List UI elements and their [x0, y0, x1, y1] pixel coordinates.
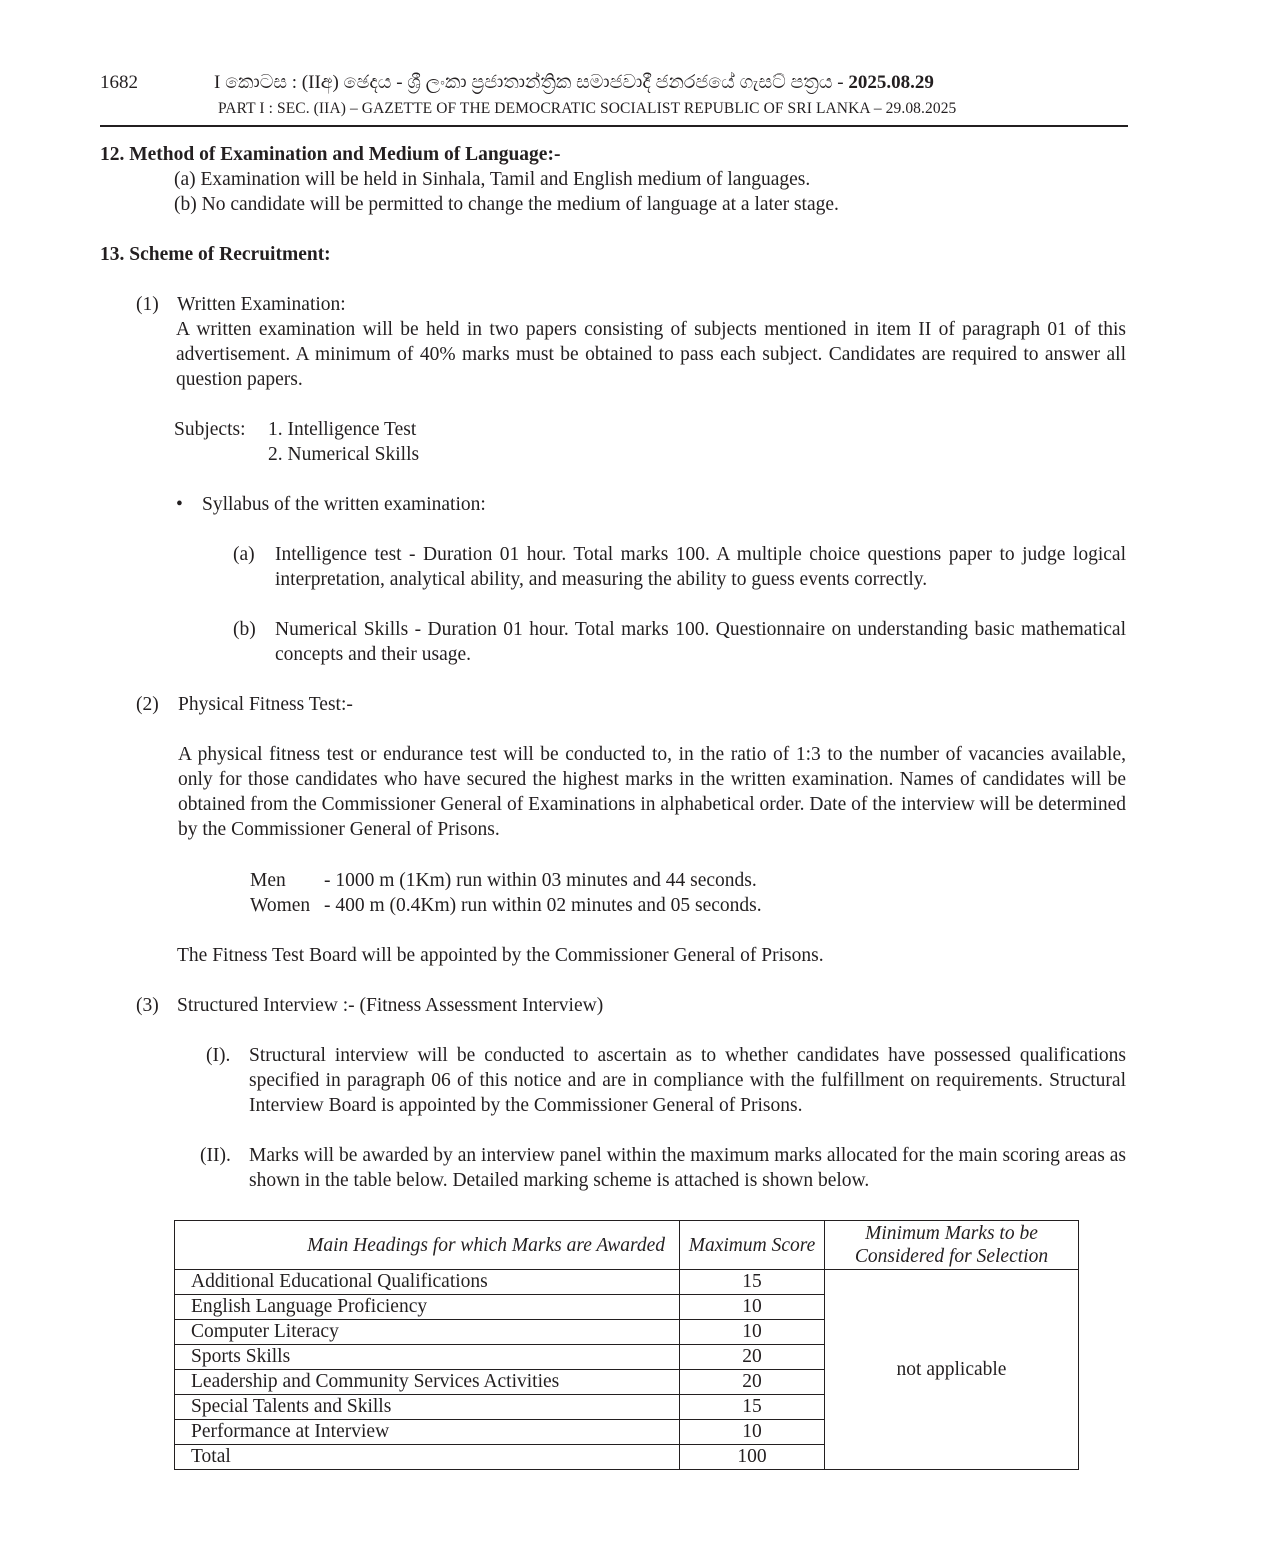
row-score: 10 — [680, 1320, 825, 1345]
fitness-board: The Fitness Test Board will be appointed by the Commissioner General of Prisons. — [177, 945, 824, 966]
row-heading: Special Talents and Skills — [175, 1395, 680, 1420]
page-number: 1682 — [100, 72, 138, 93]
total-score: 100 — [680, 1445, 825, 1470]
physical-title: Physical Fitness Test:- — [178, 694, 353, 715]
syllabus-b-label: (b) — [233, 619, 256, 640]
min-marks-value: not applicable — [825, 1270, 1079, 1470]
row-heading: English Language Proficiency — [175, 1295, 680, 1320]
row-heading: Leadership and Community Services Activities — [175, 1370, 680, 1395]
men-text: - 1000 m (1Km) run within 03 minutes and 44 seconds. — [324, 870, 757, 891]
subject-1: 1. Intelligence Test — [268, 419, 417, 440]
marks-table — [174, 1220, 1079, 1470]
header-rule — [100, 125, 1128, 127]
written-body: A written examination will be held in two papers consisting of subjects mentioned in item II of paragraph 01 of this advertisement. A minimum of 40% marks must be obtained to pass each subject. Candidates are required to answer all question papers. — [176, 319, 1126, 390]
interview-ii-label: (II). — [200, 1145, 231, 1166]
syllabus-a-label: (a) — [233, 544, 255, 565]
written-label: (1) — [136, 294, 159, 315]
table-row — [175, 1270, 1079, 1295]
interview-ii-text: Marks will be awarded by an interview panel within the maximum marks allocated for the main scoring areas as shown in the table below. Detailed marking scheme is attached is shown below. — [249, 1145, 1126, 1191]
row-score: 20 — [680, 1345, 825, 1370]
row-score: 15 — [680, 1270, 825, 1295]
section12-heading: 12. Method of Examination and Medium of Language:- — [100, 144, 561, 165]
section12-item-b: (b) No candidate will be permitted to change the medium of language at a later stage. — [174, 194, 839, 215]
syllabus-bullet: • — [176, 494, 183, 515]
row-heading: Sports Skills — [175, 1345, 680, 1370]
row-score: 10 — [680, 1420, 825, 1445]
written-title: Written Examination: — [177, 294, 346, 315]
row-score: 20 — [680, 1370, 825, 1395]
women-label: Women — [250, 895, 311, 916]
row-score: 10 — [680, 1295, 825, 1320]
header-english-title: PART I : SEC. (IIA) – GAZETTE OF THE DEMOCRATIC SOCIALIST REPUBLIC OF SRI LANKA – 29.08.2025 — [218, 100, 957, 117]
row-score: 15 — [680, 1395, 825, 1420]
section13-heading: 13. Scheme of Recruitment: — [100, 244, 331, 265]
men-label: Men — [250, 870, 286, 891]
syllabus-title: Syllabus of the written examination: — [202, 494, 486, 515]
table-header-heading: Main Headings for which Marks are Awarded — [175, 1221, 680, 1270]
interview-title: Structured Interview :- (Fitness Assessment Interview) — [177, 995, 604, 1016]
subjects-label: Subjects: — [174, 419, 246, 440]
header-sinhala-text: I කොටස : (IIඅ) ඡෙදය - ශ්‍රී ලංකා ප්‍රජාතාන්ත්‍රික සමාජවාදී ජනරජයේ ගැසට් පත්‍රය - — [214, 72, 849, 93]
syllabus-a-text: Intelligence test - Duration 01 hour. Total marks 100. A multiple choice questions paper to judge logical interpretation, analytical ability, and measuring the ability to guess events correctly. — [275, 544, 1126, 590]
interview-i-label: (I). — [206, 1045, 231, 1066]
row-heading: Performance at Interview — [175, 1420, 680, 1445]
header-sinhala-title — [214, 72, 934, 94]
table-header-min-marks: Minimum Marks to be Considered for Selection — [825, 1221, 1079, 1270]
row-heading: Additional Educational Qualifications — [175, 1270, 680, 1295]
physical-body: A physical fitness test or endurance test will be conducted to, in the ratio of 1:3 to the number of vacancies available, only for those candidates who have secured the highest marks in the written examination. Names of candidates will be obtained from the Commissioner General of Examinations in alphabetical order. Date of the interview will be determined by the Commissioner General of Prisons. — [178, 744, 1126, 840]
table-header-row — [175, 1221, 1079, 1270]
section12-item-a: (a) Examination will be held in Sinhala, Tamil and English medium of languages. — [174, 169, 811, 190]
header-sinhala-date: 2025.08.29 — [848, 72, 934, 93]
interview-i-text: Structural interview will be conducted to ascertain as to whether candidates have possessed qualifications specified in paragraph 06 of this notice and are in compliance with the fulfillment on requirements. Structural Interview Board is appointed by the Commissioner General of Prisons. — [249, 1045, 1126, 1116]
syllabus-b-text: Numerical Skills - Duration 01 hour. Total marks 100. Questionnaire on understanding basic mathematical concepts and their usage. — [275, 619, 1126, 665]
physical-label: (2) — [136, 694, 159, 715]
row-heading: Computer Literacy — [175, 1320, 680, 1345]
interview-label: (3) — [136, 995, 159, 1016]
table-header-max-score: Maximum Score — [680, 1221, 825, 1270]
women-text: - 400 m (0.4Km) run within 02 minutes and 05 seconds. — [324, 895, 762, 916]
subject-2: 2. Numerical Skills — [268, 444, 420, 465]
total-label: Total — [175, 1445, 680, 1470]
